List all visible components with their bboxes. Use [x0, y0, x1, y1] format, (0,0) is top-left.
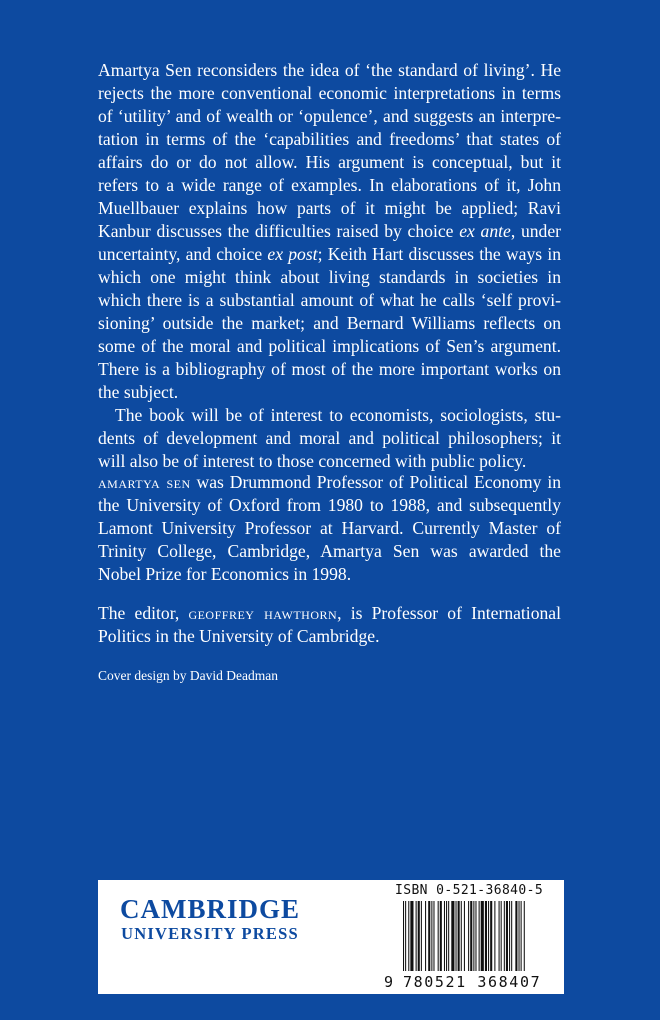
- blurb-term-ex-ante: ex ante: [459, 221, 511, 241]
- barcode-bar: [416, 901, 417, 971]
- barcode-bar: [418, 901, 420, 971]
- barcode-bar: [458, 901, 460, 971]
- barcode-bar: [485, 901, 487, 971]
- barcode-bar: [521, 901, 522, 971]
- book-blurb: [98, 59, 561, 473]
- barcode-bar: [524, 901, 525, 971]
- barcode-bar: [475, 901, 476, 971]
- blurb-paragraph-2: The book will be of interest to economists, sociologists, students of development and moral and political philosophers; it will also be of interest to those concerned with public policy.: [98, 405, 561, 471]
- barcode-bar: [479, 901, 480, 971]
- barcode-bar: [515, 901, 517, 971]
- barcode-bar: [499, 901, 500, 971]
- publisher-name-line2: UNIVERSITY PRESS: [121, 924, 299, 943]
- barcode-bar: [494, 901, 495, 971]
- barcode-bar: [438, 901, 439, 971]
- isbn-label: ISBN 0-521-36840-5: [395, 883, 544, 898]
- barcode-bar: [446, 901, 447, 971]
- barcode-bar: [468, 901, 469, 971]
- barcode-bar: [403, 901, 404, 971]
- barcode-bar: [504, 901, 505, 971]
- editor-name: geoffrey hawthorn: [188, 603, 338, 623]
- barcode-bar: [451, 901, 454, 971]
- blurb-term-ex-post: ex post: [267, 244, 318, 264]
- barcode-bar: [509, 901, 510, 971]
- barcode-bar: [425, 901, 426, 971]
- blurb-text-1b: , under uncertainty, and choice: [98, 221, 562, 264]
- barcode-bar: [488, 901, 489, 971]
- barcode-bar: [405, 901, 406, 971]
- barcode-bar: [408, 901, 409, 971]
- author-bio-text: was Drummond Professor of Political Economy in the University of Oxford from 1980 to 1988, and subsequently Lamont University Professor at Harvard. Currently Master of Trinity College, Cambridge, Amartya Sen was awarded the Nobel Prize for Economics in 1998.: [98, 472, 562, 584]
- barcode-bar: [433, 901, 434, 971]
- author-name: amartya sen: [98, 472, 191, 492]
- barcode-bar: [473, 901, 474, 971]
- publisher-name-line1: CAMBRIDGE: [120, 894, 301, 924]
- barcode-bar: [410, 901, 413, 971]
- blurb-text-1a: Amartya Sen reconsiders the idea of ‘the standard of living’. He rejects the more conventional economic interpretations in terms of ‘utility’ and of wealth or ‘opulence’, and suggests an interpretation in terms of the ‘capabilities and freedoms’ that states of affairs do or do not allow. His argument is conceptual, but it refers to a wide range of examples. In elaborations of it, John Muellbauer explains how parts of it might be applied; Ravi Kanbur discusses the difficulties raised by choice: [98, 60, 561, 241]
- publisher-logo: [120, 894, 300, 944]
- editor-bio-text: , is Professor of International Politics in the University of Cambridge.: [98, 603, 561, 646]
- editor-bio-lead: The editor,: [98, 603, 189, 623]
- editor-bio: [98, 602, 561, 648]
- ean-digits: 780521 368407: [403, 973, 542, 991]
- blurb-paragraph-1: [98, 59, 561, 404]
- author-bio: [98, 471, 561, 586]
- barcode-bar: [461, 901, 462, 971]
- imprint-panel: [98, 880, 564, 994]
- barcode-bar: [444, 901, 445, 971]
- barcode-bar: [481, 901, 484, 971]
- isbn-barcode: [403, 901, 561, 971]
- barcode-bar: [456, 901, 457, 971]
- blurb-text-1c: ; Keith Hart discusses the ways in which one might think about living standards in societies in which there is a substantial amount of what he calls ‘self provisioning’ outside the market; and Bernard Williams reflects on some of the moral and political implications of Sen’s argument. There is a bibliography of most of the more important works on the subject.: [98, 244, 561, 402]
- barcode-bar: [519, 901, 520, 971]
- barcode-bar: [506, 901, 508, 971]
- editor-bio-paragraph: [98, 602, 561, 648]
- barcode-bar: [501, 901, 502, 971]
- barcode-bar: [428, 901, 430, 971]
- barcode-bar: [421, 901, 422, 971]
- barcode-bar: [511, 901, 512, 971]
- barcode-bar: [440, 901, 442, 971]
- cover-design-credit: Cover design by David Deadman: [98, 668, 278, 683]
- barcode-bar: [448, 901, 449, 971]
- ean-leading-digit: 9: [384, 973, 394, 991]
- barcode-bar: [431, 901, 432, 971]
- barcode-bar: [464, 901, 465, 971]
- author-bio-paragraph: [98, 471, 561, 586]
- barcode-bar: [470, 901, 472, 971]
- barcode-bar: [490, 901, 492, 971]
